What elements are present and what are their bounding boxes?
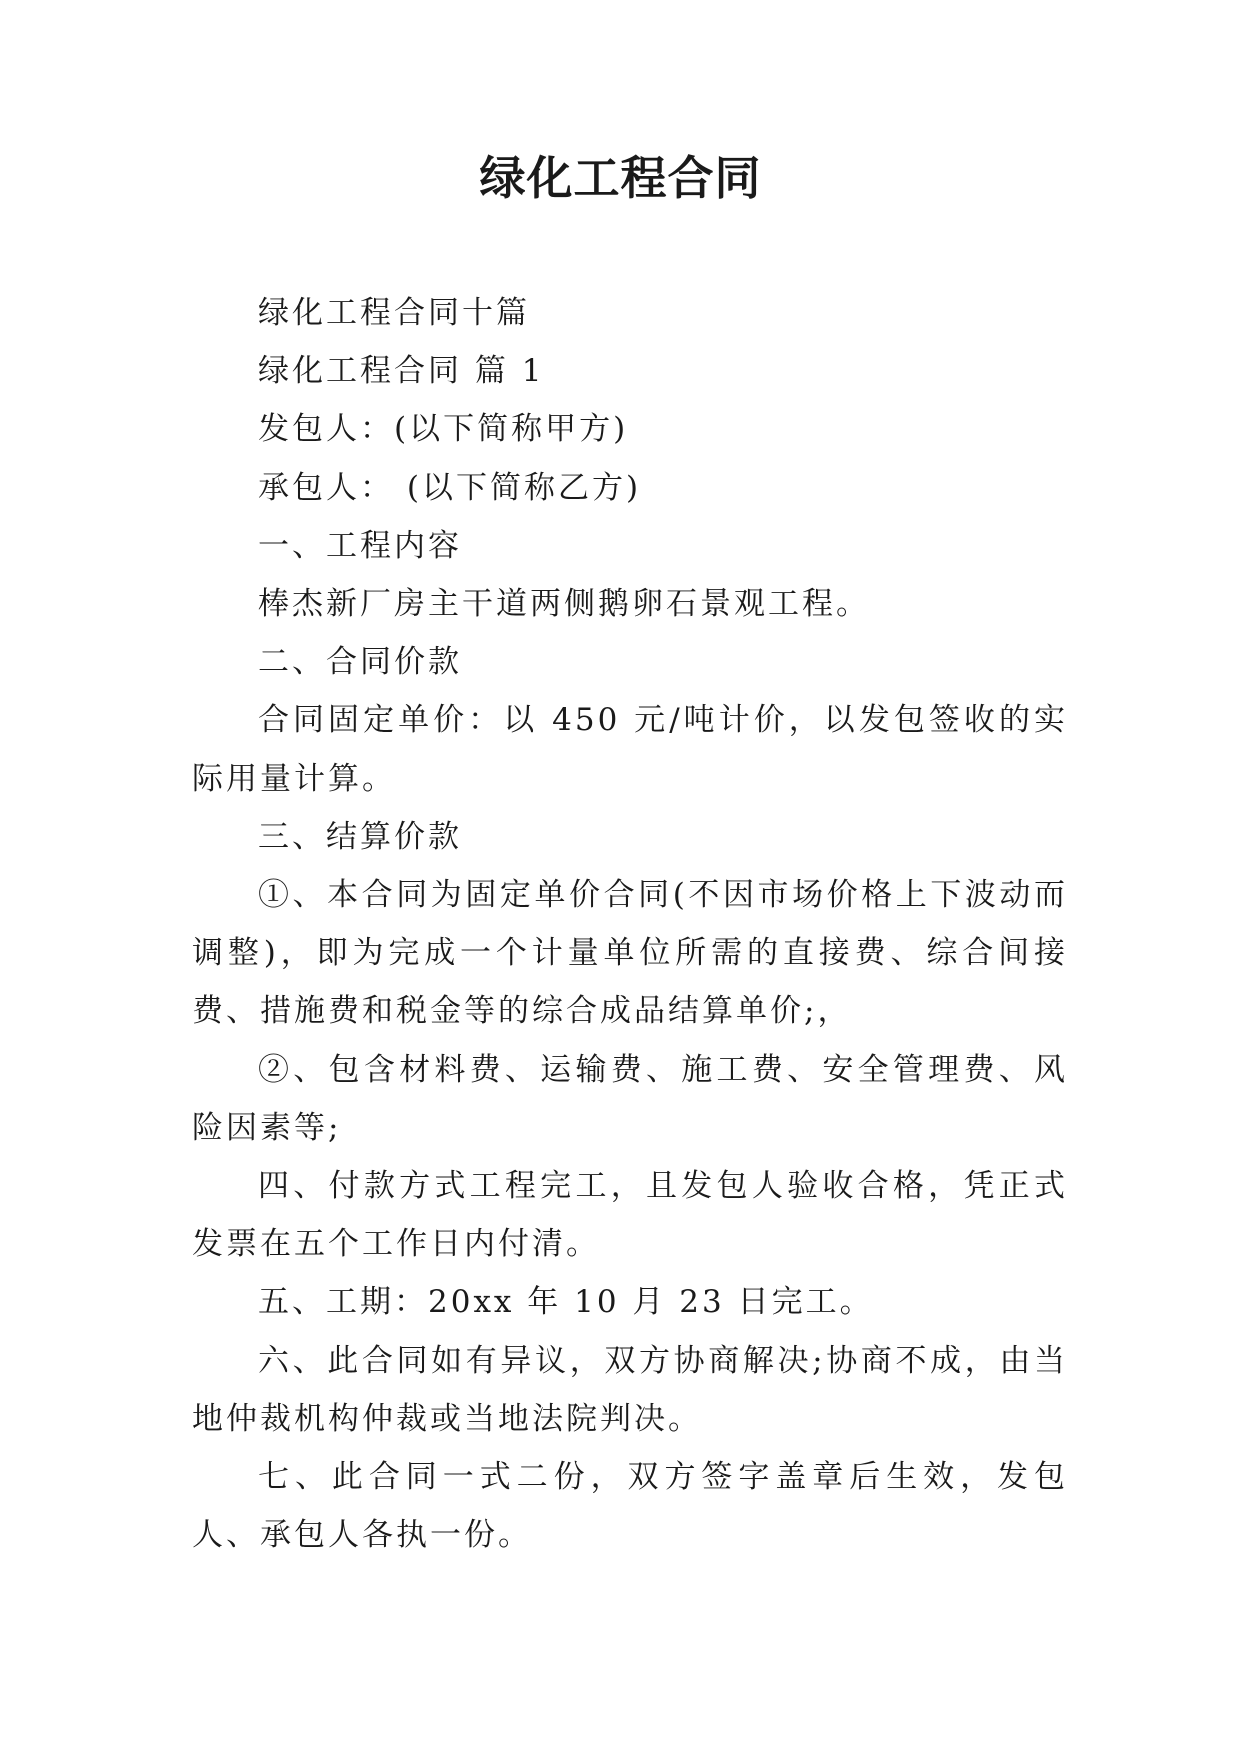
document-body xyxy=(192,284,1068,1564)
paragraph-project-content: 棒杰新厂房主干道两侧鹅卵石景观工程。 xyxy=(258,586,870,623)
paragraph-employer: 发包人：(以下简称甲方) xyxy=(258,411,629,448)
paragraph-settlement-item-1: ①、本合同为固定单价合同(不因市场价格上下波动而调整)，即为完成一个计量单位所需的直接费、综合间接费、措施费和税金等的综合成品结算单价;， xyxy=(192,877,1068,1030)
section-heading-contract-price: 二、合同价款 xyxy=(258,644,462,681)
paragraph-contractor: 承包人： (以下简称乙方) xyxy=(258,469,642,506)
paragraph-article-heading: 绿化工程合同 篇 1 xyxy=(258,353,545,390)
paragraph-payment-terms: 四、付款方式工程完工，且发包人验收合格，凭正式发票在五个工作日内付清。 xyxy=(192,1168,1068,1263)
section-heading-settlement: 三、结算价款 xyxy=(258,818,462,855)
document-title: 绿化工程合同 xyxy=(479,151,762,205)
paragraph-settlement-item-2: ②、包含材料费、运输费、施工费、安全管理费、风险因素等; xyxy=(192,1051,1068,1146)
paragraph-schedule: 五、工期：20xx 年 10 月 23 日完工。 xyxy=(258,1284,874,1321)
paragraph-collection-heading: 绿化工程合同十篇 xyxy=(258,295,530,331)
paragraph-disputes: 六、此合同如有异议，双方协商解决;协商不成，由当地仲裁机构仲裁或当地法院判决。 xyxy=(192,1342,1068,1437)
section-heading-project-content: 一、工程内容 xyxy=(258,527,462,564)
paragraph-copies: 七、此合同一式二份，双方签字盖章后生效，发包人、承包人各执一份。 xyxy=(192,1459,1068,1554)
paragraph-contract-price: 合同固定单价：以 450 元/吨计价，以发包签收的实际用量计算。 xyxy=(192,702,1068,797)
